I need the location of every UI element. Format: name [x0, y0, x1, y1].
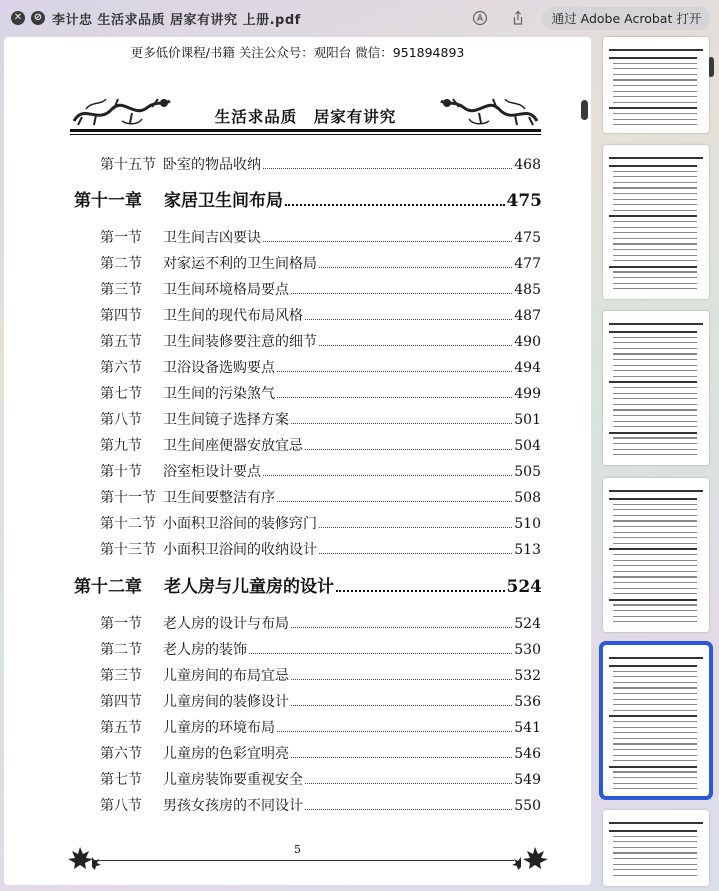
thumbnail-text-line	[609, 830, 697, 832]
toc-leader-dots	[277, 491, 512, 502]
thumbnail-text-line	[609, 548, 697, 550]
title-bar	[0, 0, 719, 36]
thumbnail-text-line	[609, 432, 697, 434]
thumbnail-text-line	[609, 599, 697, 601]
thumbnail-header-rule	[609, 323, 703, 325]
open-in-acrobat-button[interactable]: 通过 Adobe Acrobat 打开	[542, 7, 711, 30]
thumbnail-text-line	[609, 266, 697, 268]
toc-entry-number: 第十二节	[100, 516, 156, 532]
toc-entry-number: 第十一章	[74, 191, 142, 211]
toc-entry-title: 卫生间吉凶要诀	[163, 230, 261, 246]
thumbnail-text-line	[613, 342, 697, 343]
share-icon[interactable]	[508, 8, 528, 28]
thumbnail-text-line	[613, 509, 697, 510]
thumbnail-text-line	[613, 421, 697, 422]
thumbnail-text-line	[613, 738, 697, 739]
thumbnail-text-line	[613, 560, 697, 561]
toc-section-entry[interactable]	[100, 253, 541, 273]
toc-leader-dots	[319, 335, 512, 346]
thumbnail-text-line	[609, 665, 697, 667]
thumbnail-header-rule	[609, 822, 703, 824]
thumbnail-text-line	[613, 727, 697, 728]
toc-entry-number: 第二节	[100, 642, 142, 658]
thumbnail-text-line	[613, 238, 697, 239]
toc-leader-dots	[291, 747, 512, 758]
thumbnail-text-line	[613, 588, 697, 589]
thumbnail-text-line	[613, 415, 697, 416]
thumbnail-header-rule	[609, 657, 703, 659]
toc-leader-dots	[305, 439, 512, 450]
thumbnail-text-line	[613, 515, 697, 516]
toc-entry-page: 541	[514, 720, 541, 736]
thumbnail-text-line	[613, 271, 697, 272]
toc-section-entry[interactable]	[100, 795, 541, 815]
thumbnail-text-line	[613, 571, 697, 572]
thumbnail-text-line	[613, 520, 697, 521]
toc-entry-page: 524	[506, 577, 542, 597]
toc-section-entry[interactable]	[100, 665, 541, 685]
promo-line: 更多低价课程/书籍 关注公众号：观阳台 微信：951894893	[130, 45, 465, 60]
toc-entry-title: 儿童房间的布局宜忌	[163, 668, 289, 684]
toc-section-entry[interactable]	[100, 743, 541, 763]
thumbnail-text-line	[613, 221, 697, 222]
thumbnail-text-line	[613, 783, 697, 784]
toc-chapter-entry[interactable]	[74, 572, 542, 596]
thumbnail-text-line	[613, 443, 697, 444]
toc-entry-page: 499	[514, 386, 541, 402]
toc-entry-page: 490	[514, 334, 541, 350]
thumbnail-text-line	[613, 760, 697, 761]
thumbnail-text-line	[609, 381, 697, 383]
toc-leader-dots	[319, 543, 512, 554]
thumbnail-text-line	[613, 704, 697, 705]
toc-entry-title: 卫生间要整洁有序	[163, 490, 275, 506]
toc-entry-page: 530	[514, 642, 541, 658]
toc-section-entry[interactable]	[100, 487, 541, 507]
toc-entry-title: 儿童房的环境布局	[163, 720, 275, 736]
thumbnail-text-line	[613, 68, 697, 69]
thumbnail-text-line	[613, 85, 697, 86]
thumbnail-text-line	[613, 404, 697, 405]
toc-entry-title: 儿童房的色彩宜明亮	[163, 746, 289, 762]
thumbnail-text-line	[613, 610, 697, 611]
toc-entry-title: 小面积卫浴间的收纳设计	[163, 542, 317, 558]
thumbnail-text-line	[613, 743, 697, 744]
thumbnail-text-line	[613, 582, 697, 583]
toc-entry-number: 第十二章	[74, 577, 142, 597]
thumbnail-text-line	[609, 215, 697, 217]
toc-section-entry[interactable]	[100, 539, 541, 559]
toc-section-entry[interactable]	[100, 357, 541, 377]
toc-entry-number: 第二节	[100, 256, 142, 272]
thumbnail-text-line	[613, 365, 697, 366]
toc-entry-number: 第五节	[100, 334, 142, 350]
thumbnail-text-line	[609, 331, 697, 333]
thumbnail-text-line	[613, 337, 697, 338]
toc-entry-page: 475	[514, 230, 541, 246]
page-thumbnail[interactable]	[603, 645, 709, 796]
thumbnail-text-line	[613, 260, 697, 261]
toc-leader-dots	[291, 695, 512, 706]
thumbnail-text-line	[613, 576, 697, 577]
thumbnail-text-line	[613, 171, 697, 172]
thumbnail-text-line	[613, 616, 697, 617]
running-header-title: 生活求品质 居家有讲究	[214, 108, 397, 126]
markup-icon[interactable]	[470, 8, 490, 28]
toc-entry-title: 老人房的装饰	[163, 642, 247, 658]
page-thumbnail[interactable]	[603, 311, 709, 465]
thumbnail-text-line	[613, 74, 697, 75]
thumbnail-text-line	[613, 437, 697, 438]
toc-entry-number: 第七节	[100, 386, 142, 402]
toc-leader-dots	[305, 799, 512, 810]
toc-leader-dots	[285, 192, 505, 206]
thumbnail-text-line	[613, 836, 697, 837]
thumbnail-text-line	[613, 788, 697, 789]
thumbnail-text-line	[613, 113, 697, 114]
thumbnail-text-line	[613, 277, 697, 278]
thumbnail-text-line	[613, 864, 697, 865]
toc-entry-title: 小面积卫浴间的装修窍门	[163, 516, 317, 532]
header-rule-thick	[70, 129, 541, 132]
footer-rule	[94, 860, 514, 861]
toc-entry-page: 508	[514, 490, 541, 506]
thumbnail-text-line	[613, 869, 697, 870]
toc-section-entry[interactable]	[100, 613, 541, 633]
toc-section-entry[interactable]	[100, 227, 541, 247]
toc-entry-page: 477	[514, 256, 541, 272]
toc-section-entry[interactable]	[100, 435, 541, 455]
thumbnail-header-rule	[609, 490, 703, 492]
thumbnail-text-line	[613, 710, 697, 711]
toc-leader-dots	[319, 517, 512, 528]
thumbnail-text-line	[613, 182, 697, 183]
thumbnail-text-line	[613, 124, 697, 125]
toc-entry-number: 第四节	[100, 694, 142, 710]
thumbnail-text-line	[613, 193, 697, 194]
toc-entry-page: 524	[514, 616, 541, 632]
thumbnail-text-line	[613, 604, 697, 605]
toc-entry-title: 家居卫生间布局	[164, 191, 283, 211]
toc-section-entry[interactable]	[100, 305, 541, 325]
toc-entry-number: 第七节	[100, 772, 142, 788]
thumbnail-text-line	[613, 858, 697, 859]
thumbnail-text-line	[613, 79, 697, 80]
toc-section-entry[interactable]	[100, 383, 541, 403]
header-rule-thin	[70, 134, 541, 135]
toc-entry-number: 第三节	[100, 282, 142, 298]
toc-entry-page: 504	[514, 438, 541, 454]
toc-entry-title: 老人房与儿童房的设计	[164, 577, 334, 597]
toc-entry-title: 儿童房间的装修设计	[163, 694, 289, 710]
toc-entry-page: 532	[514, 668, 541, 684]
thumbnail-text-line	[613, 63, 697, 64]
toc-leader-dots	[277, 361, 512, 372]
thumbnail-text-line	[613, 732, 697, 733]
toc-entry-number: 第六节	[100, 360, 142, 376]
maple-leaf-right-icon	[509, 845, 549, 871]
thumbnail-text-line	[613, 353, 697, 354]
toc-entry-page: 501	[514, 412, 541, 428]
thumbnail-text-line	[613, 91, 697, 92]
thumbnail-text-line	[613, 593, 697, 594]
window-title: 李计忠 生活求品质 居家有讲究 上册.pdf	[52, 13, 301, 28]
thumbnail-text-line	[613, 699, 697, 700]
toc-section-entry[interactable]	[100, 409, 541, 429]
thumbnail-text-line	[609, 715, 697, 717]
thumbnail-text-line	[613, 204, 697, 205]
toc-entry-title: 卫生间的污染煞气	[163, 386, 275, 402]
toc-entry-title: 卫浴设备选购要点	[163, 360, 275, 376]
toc-entry-page: 475	[506, 191, 542, 211]
thumbnail-header-rule	[609, 49, 703, 51]
close-icon[interactable]: ✕	[11, 11, 25, 25]
toc-entry-number: 第十五节	[100, 157, 156, 173]
thumbnail-text-line	[613, 387, 697, 388]
thumbnail-text-line	[613, 693, 697, 694]
toc-entry-page: 510	[514, 516, 541, 532]
thumbnail-text-line	[613, 398, 697, 399]
pdf-page	[4, 37, 591, 885]
thumbnail-text-line	[613, 676, 697, 677]
thumbnail-text-line	[613, 771, 697, 772]
toc-entry-page: 546	[514, 746, 541, 762]
thumbnail-text-line	[609, 57, 697, 59]
toc-leader-dots	[291, 669, 512, 680]
thumbnail-text-line	[613, 426, 697, 427]
toc-entry-title: 对家运不利的卫生间格局	[163, 256, 317, 272]
minus-circle-icon[interactable]: ⊘	[31, 11, 45, 25]
thumbnail-header-rule	[609, 157, 703, 159]
toc-leader-dots	[305, 309, 512, 320]
thumbnail-text-line	[613, 449, 697, 450]
toc-section-entry[interactable]	[100, 154, 541, 174]
thumbnail-text-line	[613, 119, 697, 120]
toc-entry-title: 男孩女孩房的不同设计	[163, 798, 303, 814]
toc-leader-dots	[277, 387, 512, 398]
toc-entry-number: 第一节	[100, 230, 142, 246]
toc-leader-dots	[291, 617, 512, 628]
thumbnail-text-line	[613, 96, 697, 97]
toc-section-entry[interactable]	[100, 639, 541, 659]
page-scrollbar[interactable]	[581, 100, 588, 120]
page-thumbnail[interactable]	[603, 810, 709, 886]
thumbnail-text-line	[613, 176, 697, 177]
thumbnail-text-line	[613, 210, 697, 211]
thumbnail-text-line	[613, 543, 697, 544]
thumbnail-text-line	[613, 255, 697, 256]
thumbnail-text-line	[613, 841, 697, 842]
thumbnail-text-line	[613, 348, 697, 349]
toc-section-entry[interactable]	[100, 461, 541, 481]
toc-entry-number: 第八节	[100, 412, 142, 428]
thumbnail-text-line	[613, 526, 697, 527]
toc-entry-page: 550	[514, 798, 541, 814]
toc-entry-title: 卫生间装修要注意的细节	[163, 334, 317, 350]
thumbnail-text-line	[613, 755, 697, 756]
thumbnail-text-line	[613, 409, 697, 410]
thumbnail-text-line	[613, 359, 697, 360]
toc-leader-dots	[249, 643, 512, 654]
thumbnail-text-line	[613, 232, 697, 233]
toc-entry-title: 卧室的物品收纳	[163, 157, 261, 173]
toc-entry-number: 第十节	[100, 464, 142, 480]
toc-entry-title: 卫生间的现代布局风格	[163, 308, 303, 324]
thumbnail-text-line	[613, 393, 697, 394]
thumbnail-text-line	[613, 621, 697, 622]
thumbnail-text-line	[613, 682, 697, 683]
toc-entry-number: 第一节	[100, 616, 142, 632]
thumbnail-text-line	[613, 721, 697, 722]
toc-entry-number: 第十三节	[100, 542, 156, 558]
thumbnail-text-line	[609, 165, 697, 167]
toc-entry-page: 485	[514, 282, 541, 298]
thumbnail-text-line	[613, 227, 697, 228]
toc-entry-title: 卫生间座便器安放宜忌	[163, 438, 303, 454]
thumbnail-text-line	[613, 187, 697, 188]
toc-leader-dots	[263, 465, 512, 476]
toc-entry-number: 第四节	[100, 308, 142, 324]
toc-section-entry[interactable]	[100, 717, 541, 737]
toc-entry-number: 第九节	[100, 438, 142, 454]
dragon-ornament-right-icon	[439, 95, 539, 129]
page-header	[70, 95, 541, 131]
thumbnail-text-line	[613, 370, 697, 371]
thumbnail-text-line	[613, 847, 697, 848]
toc-entry-title: 儿童房装饰要重视安全	[163, 772, 303, 788]
toc-entry-number: 第十一节	[100, 490, 156, 506]
toc-entry-title: 浴室柜设计要点	[163, 464, 261, 480]
thumbnail-text-line	[613, 243, 697, 244]
toc-entry-page: 505	[514, 464, 541, 480]
toc-leader-dots	[291, 283, 512, 294]
thumbnail-text-line	[613, 102, 697, 103]
toc-chapter-entry[interactable]	[74, 186, 542, 210]
thumbnail-text-line	[613, 199, 697, 200]
thumbnail-text-line	[613, 504, 697, 505]
page-number: 5	[294, 843, 301, 856]
thumbnail-text-line	[613, 875, 697, 876]
toc-entry-page: 549	[514, 772, 541, 788]
toc-section-entry[interactable]	[100, 691, 541, 711]
toc-entry-number: 第五节	[100, 720, 142, 736]
thumbnail-text-line	[613, 288, 697, 289]
thumbnail-text-line	[613, 249, 697, 250]
thumbnail-text-line	[613, 565, 697, 566]
thumbnail-text-line	[613, 749, 697, 750]
toc-entry-page: 487	[514, 308, 541, 324]
thumbnail-text-line	[609, 766, 697, 768]
toc-entry-page: 513	[514, 542, 541, 558]
toc-leader-dots	[305, 773, 512, 784]
thumbnail-text-line	[613, 671, 697, 672]
thumbnail-text-line	[613, 454, 697, 455]
toc-entry-page: 468	[514, 157, 541, 173]
toc-leader-dots	[263, 231, 512, 242]
thumbnail-text-line	[613, 852, 697, 853]
toc-entry-title: 卫生间镜子选择方案	[163, 412, 289, 428]
toc-entry-title: 老人房的设计与布局	[163, 616, 289, 632]
thumbnail-text-line	[609, 498, 697, 500]
toc-entry-number: 第三节	[100, 668, 142, 684]
toc-section-entry[interactable]	[100, 331, 541, 351]
toc-leader-dots	[291, 413, 512, 424]
thumbnail-text-line	[613, 283, 697, 284]
thumbnail-text-line	[613, 537, 697, 538]
toc-entry-page: 494	[514, 360, 541, 376]
toc-entry-page: 536	[514, 694, 541, 710]
toc-leader-dots	[263, 158, 512, 169]
thumbnail-text-line	[613, 532, 697, 533]
toc-section-entry[interactable]	[100, 279, 541, 299]
thumbnail-text-line	[613, 687, 697, 688]
toc-leader-dots	[319, 257, 512, 268]
toc-entry-number: 第八节	[100, 798, 142, 814]
thumbnail-text-line	[613, 554, 697, 555]
thumbnail-text-line	[609, 107, 697, 109]
toc-entry-title: 卫生间环境格局要点	[163, 282, 289, 298]
page-thumbnail[interactable]	[603, 478, 709, 632]
page-thumbnail[interactable]	[603, 37, 709, 133]
toc-section-entry[interactable]	[100, 513, 541, 533]
thumbnail-text-line	[613, 376, 697, 377]
thumbnail-text-line	[613, 777, 697, 778]
page-thumbnail[interactable]	[603, 145, 709, 299]
toc-leader-dots	[277, 721, 512, 732]
toc-section-entry[interactable]	[100, 769, 541, 789]
toc-leader-dots	[336, 578, 505, 592]
toc-entry-number: 第六节	[100, 746, 142, 762]
